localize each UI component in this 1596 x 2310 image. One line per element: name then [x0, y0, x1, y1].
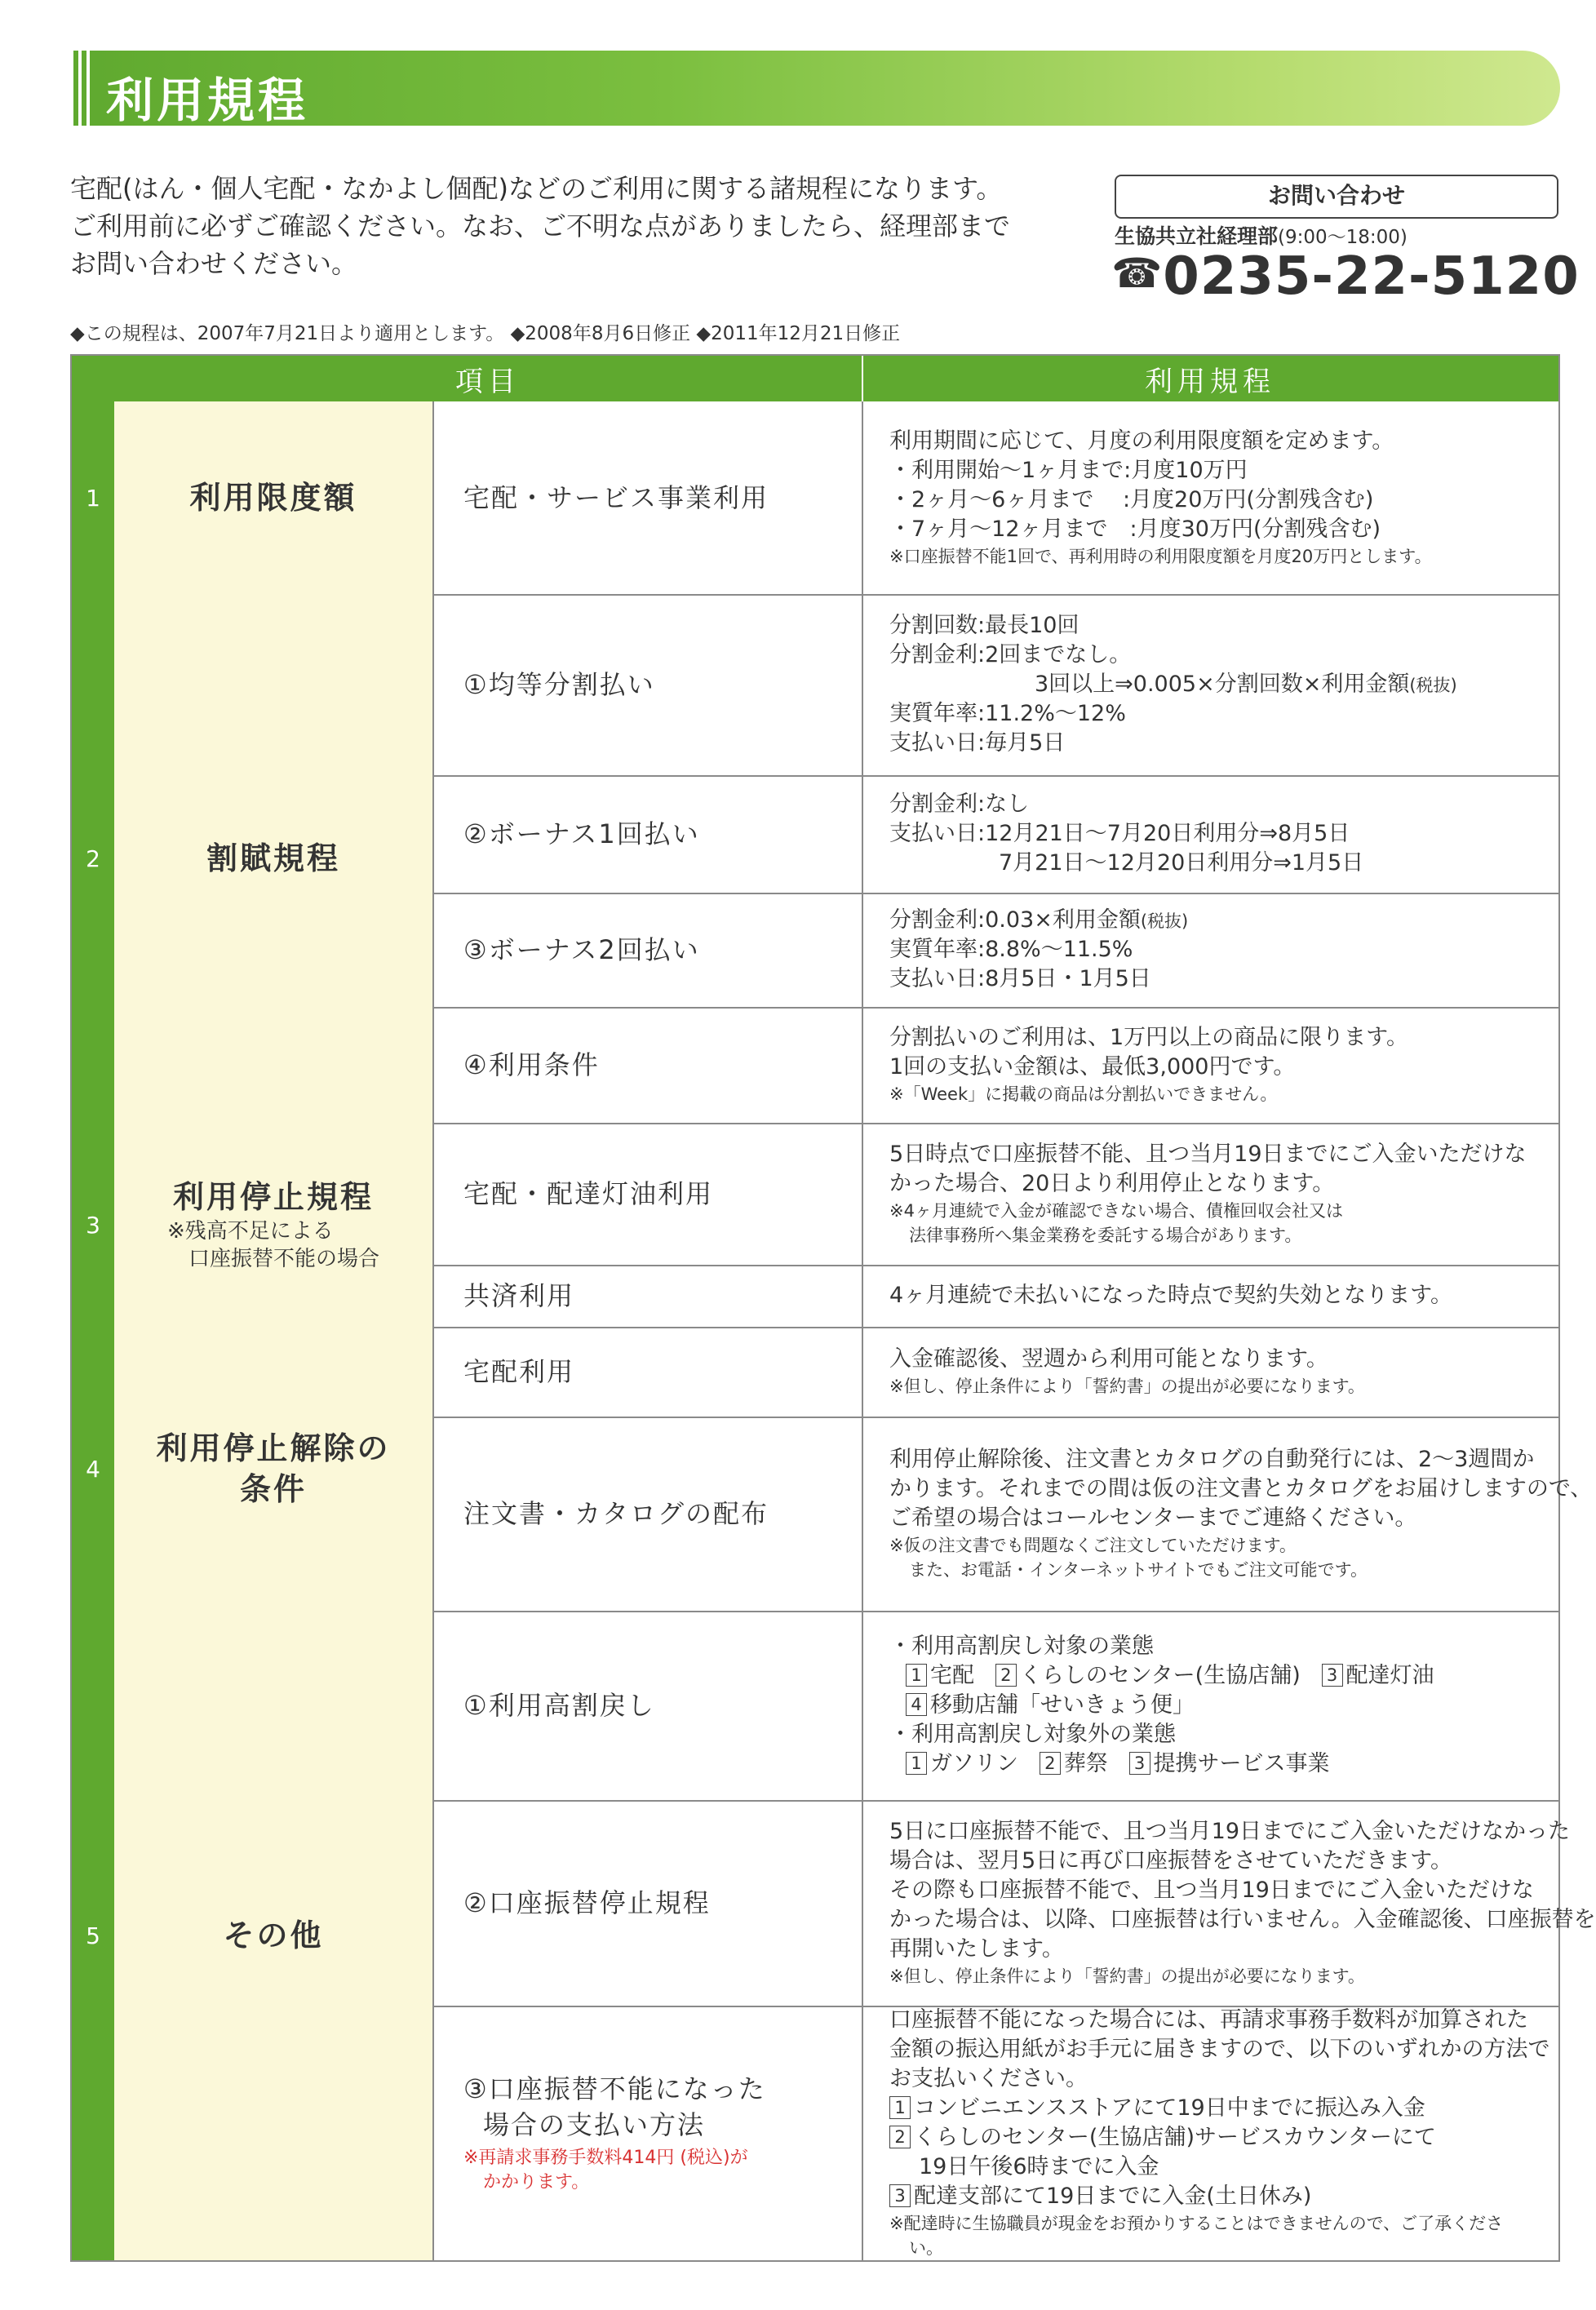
- rule-line: ご希望の場合はコールセンターまでご連絡ください。: [889, 1505, 1417, 1531]
- number-box: 1: [906, 1664, 927, 1687]
- item-label: ③ボーナス2回払い: [463, 934, 700, 965]
- rule-note: ※但し、停止条件により「誓約書」の提出が必要になります。: [889, 1377, 1365, 1396]
- row-number: 3: [72, 1123, 114, 1327]
- rule-text: [862, 1800, 1596, 2006]
- category-cell: [114, 1611, 432, 2260]
- rule-line: 5日時点で口座振替不能、且つ当月19日までにご入金いただけな: [889, 1142, 1527, 1167]
- revision-notes: ◆この規程は、2007年7月21日より適用とします。 ◆2008年8月6日修正 ◆2011年12月21日修正: [70, 323, 901, 344]
- method-line: [889, 2094, 1547, 2123]
- method-text: 配達支部にて19日までに入金(土日休み): [914, 2184, 1312, 2209]
- item-label: ③口座振替不能になった: [463, 2073, 766, 2104]
- row-number: 5: [72, 1611, 114, 2260]
- category-label: 割賦規程: [206, 840, 340, 876]
- rule-line: その際も口座振替不能で、且つ当月19日までにご入金いただけな: [889, 1878, 1534, 1903]
- rule-note: ※但し、停止条件により「誓約書」の提出が必要になります。: [889, 1966, 1365, 1986]
- row-number: 2: [72, 594, 114, 1123]
- number-box: 1: [889, 2096, 911, 2119]
- number-box: 1: [906, 1752, 927, 1775]
- item-label: ④利用条件: [463, 1049, 600, 1080]
- rule-text: [862, 1327, 1562, 1417]
- rule-text: [862, 1611, 1562, 1800]
- rule-line-boxed: [889, 1691, 1547, 1720]
- rule-line: 1回の支払い金額は、最低3,000円です。: [889, 1054, 1296, 1080]
- category-cell: [114, 594, 432, 1123]
- box-text: 移動店舗「せいきょう便」: [930, 1692, 1195, 1718]
- contact-org: [1115, 220, 1572, 250]
- item-label: ②ボーナス1回払い: [463, 818, 700, 849]
- rule-line-boxed: [889, 1661, 1547, 1691]
- rule-text: [862, 2006, 1562, 2260]
- category-label-line: 利用停止解除の: [156, 1430, 391, 1466]
- rule-note: ※配達時に生協職員が現金をお預かりすることはできませんので、ご了承くださ: [889, 2214, 1504, 2233]
- number-box: 4: [906, 1693, 927, 1716]
- method-text: コンビニエンスストアにて19日中までに振込み入金: [914, 2095, 1425, 2121]
- rule-note: ※「Week」に掲載の商品は分割払いできません。: [889, 1084, 1278, 1104]
- rule-line: 分割払いのご利用は、1万円以上の商品に限ります。: [889, 1025, 1409, 1050]
- item-label: ①均等分割払い: [463, 669, 655, 700]
- column-divider: [862, 401, 863, 2260]
- rule-text: [862, 1007, 1562, 1123]
- rule-text: [862, 893, 1562, 1007]
- rule-line: ・利用開始〜1ヶ月まで:月度10万円: [889, 458, 1248, 483]
- rule-line: お支払いください。: [889, 2066, 1088, 2091]
- header-item: 項目: [114, 356, 862, 401]
- rule-line: 場合は、翌月5日に再び口座振替をさせていただきます。: [889, 1848, 1453, 1873]
- box-text: 提携サービス事業: [1153, 1751, 1330, 1776]
- rule-line: 4ヶ月連続で未払いになった時点で契約失効となります。: [889, 1283, 1453, 1308]
- item-label: 宅配・サービス事業利用: [463, 482, 769, 513]
- rule-line: 再開いたします。: [889, 1936, 1064, 1962]
- box-text: ガソリン: [930, 1751, 1018, 1776]
- rule-line: 利用期間に応じて、月度の利用限度額を定めます。: [889, 428, 1394, 454]
- category-sub: [167, 1217, 379, 1273]
- item-label: 注文書・カタログの配布: [463, 1498, 769, 1529]
- tax-note: (税抜): [1140, 911, 1189, 931]
- contact-org-name: 生協共立社経理部: [1115, 224, 1279, 248]
- phone-icon: ☎: [1111, 250, 1164, 297]
- rule-line: かります。それまでの間は仮の注文書とカタログをお届けしますので、: [889, 1476, 1593, 1501]
- category-label: 利用限度額: [189, 480, 357, 516]
- item-label: 宅配・配達灯油利用: [463, 1178, 714, 1209]
- rule-text: [862, 1265, 1562, 1327]
- number-box: 2: [1040, 1752, 1061, 1775]
- rule-line-boxed: [889, 1749, 1547, 1779]
- category-cell: [114, 1327, 432, 1611]
- rules-table: [70, 354, 1596, 2262]
- rule-line: 入金確認後、翌週から利用可能となります。: [889, 1346, 1328, 1372]
- header-divider: [862, 356, 863, 401]
- fee-note: かかります。: [483, 2172, 590, 2193]
- rule-text: [862, 401, 1562, 594]
- method-line: [889, 2123, 1547, 2153]
- number-box: 3: [889, 2184, 911, 2207]
- contact-hours: (9:00〜18:00): [1278, 227, 1408, 248]
- rule-line: 金額の振込用紙がお手元に届きますので、以下のいずれかの方法で: [889, 2037, 1550, 2062]
- category-label: 利用停止規程: [172, 1179, 374, 1215]
- page-title: 利用規程: [106, 73, 309, 128]
- intro-text: [70, 170, 1098, 282]
- rule-note: い。: [909, 2238, 943, 2258]
- rule-note: ※口座振替不能1回で、再利用時の利用限度額を月度20万円とします。: [889, 547, 1432, 566]
- rule-note: 法律事務所へ集金業務を委託する場合があります。: [909, 1226, 1302, 1245]
- title-stripes-decoration: [70, 51, 95, 126]
- category-cell: [114, 401, 432, 594]
- rule-line: 利用停止解除後、注文書とカタログの自動発行には、2〜3週間か: [889, 1447, 1535, 1472]
- method-line: [889, 2182, 1547, 2211]
- rule-text: [862, 1123, 1562, 1265]
- item-label: 場合の支払い方法: [483, 2109, 706, 2140]
- rule-note: また、お電話・インターネットサイトでもご注文可能です。: [909, 1560, 1368, 1580]
- number-box: 3: [1322, 1664, 1343, 1687]
- method-text: くらしのセンター(生協店舗)サービスカウンターにて: [914, 2125, 1436, 2150]
- rule-line: 支払い日:12月21日〜7月20日利用分⇒8月5日: [889, 821, 1350, 846]
- tax-note: (税抜): [1409, 676, 1457, 695]
- rule-line: [889, 670, 1547, 699]
- rule-note: ※仮の注文書でも問題なくご注文していただけます。: [889, 1536, 1297, 1555]
- rule-line: 口座振替不能になった場合には、再請求事務手数料が加算された: [889, 2007, 1528, 2033]
- rule-line: 7月21日〜12月20日利用分⇒1月5日: [999, 850, 1364, 876]
- box-text: くらしのセンター(生協店舗): [1019, 1663, 1301, 1688]
- category-cell: [114, 1123, 432, 1327]
- number-box: 2: [995, 1664, 1017, 1687]
- header-rule: 利用規程: [862, 356, 1558, 401]
- rule-line-text: 分割金利:0.03×利用金額: [889, 907, 1141, 933]
- rule-line: ・2ヶ月〜6ヶ月まで :月度20万円(分割残含む): [889, 487, 1374, 512]
- rule-line: 分割金利:なし: [889, 791, 1030, 817]
- row-number: 1: [72, 401, 114, 594]
- title-band: [70, 51, 1560, 126]
- fee-note: ※再請求事務手数料414円 (税込)が: [463, 2148, 748, 2168]
- rule-line: [889, 906, 1547, 935]
- box-text: 葬祭: [1063, 1751, 1108, 1776]
- box-text: 配達灯油: [1346, 1663, 1434, 1688]
- rule-line: 分割回数:最長10回: [889, 613, 1080, 638]
- intro-line: ご利用前に必ずご確認ください。なお、ご不明な点がありましたら、経理部まで: [70, 211, 1011, 242]
- rule-line-text: 3回以上⇒0.005×分割回数×利用金額: [1035, 672, 1410, 697]
- rule-line: 実質年率:8.8%〜11.5%: [889, 937, 1133, 962]
- number-box: 3: [1129, 1752, 1150, 1775]
- intro-line: 宅配(はん・個人宅配・なかよし個配)などのご利用に関する諸規程になります。: [70, 173, 1003, 204]
- rule-line: かった場合、20日より利用停止となります。: [889, 1171, 1335, 1196]
- item-label: 共済利用: [463, 1280, 575, 1311]
- rule-line: 実質年率:11.2%〜12%: [889, 701, 1126, 726]
- category-label: その他: [223, 1918, 324, 1953]
- header-num-cell: [72, 356, 114, 401]
- contact-phone: [1111, 246, 1580, 307]
- phone-number: 0235-22-5120: [1163, 246, 1580, 307]
- rule-line: 支払い日:毎月5日: [889, 730, 1066, 756]
- column-divider: [432, 401, 434, 2260]
- box-text: 宅配: [930, 1663, 974, 1688]
- category-label-line: 条件: [239, 1471, 307, 1507]
- rule-line: ・7ヶ月〜12ヶ月まで :月度30万円(分割残含む): [889, 517, 1381, 542]
- rule-line: ・利用高割戻し対象の業態: [889, 1634, 1154, 1659]
- row-number: 4: [72, 1327, 114, 1611]
- item-label: 宅配利用: [463, 1356, 575, 1387]
- rule-text: [862, 775, 1562, 893]
- contact-label-box: お問い合わせ: [1115, 175, 1558, 219]
- rule-line: 支払い日:8月5日・1月5日: [889, 966, 1151, 991]
- category-sub-line: 口座振替不能の場合: [188, 1247, 379, 1271]
- rule-line: 5日に口座振替不能で、且つ当月19日までにご入金いただけなかった: [889, 1819, 1570, 1844]
- item-label: ①利用高割戻し: [463, 1690, 655, 1721]
- item-label-block: [432, 2006, 862, 2260]
- intro-line: お問い合わせください。: [70, 248, 358, 279]
- method-line: 19日午後6時までに入金: [919, 2154, 1159, 2179]
- number-box: 2: [889, 2126, 911, 2148]
- rule-line: 分割金利:2回までなし。: [889, 642, 1132, 667]
- category-sub-line: ※残高不足による: [166, 1219, 334, 1244]
- rule-note: ※4ヶ月連続で入金が確認できない場合、債権回収会社又は: [889, 1201, 1343, 1221]
- item-label: ②口座振替停止規程: [463, 1887, 711, 1918]
- rule-text: [862, 594, 1562, 775]
- rule-text: [862, 1417, 1593, 1611]
- rule-line: ・利用高割戻し対象外の業態: [889, 1722, 1176, 1747]
- rule-line: かった場合は、以降、口座振替は行いません。入金確認後、口座振替を: [889, 1907, 1596, 1932]
